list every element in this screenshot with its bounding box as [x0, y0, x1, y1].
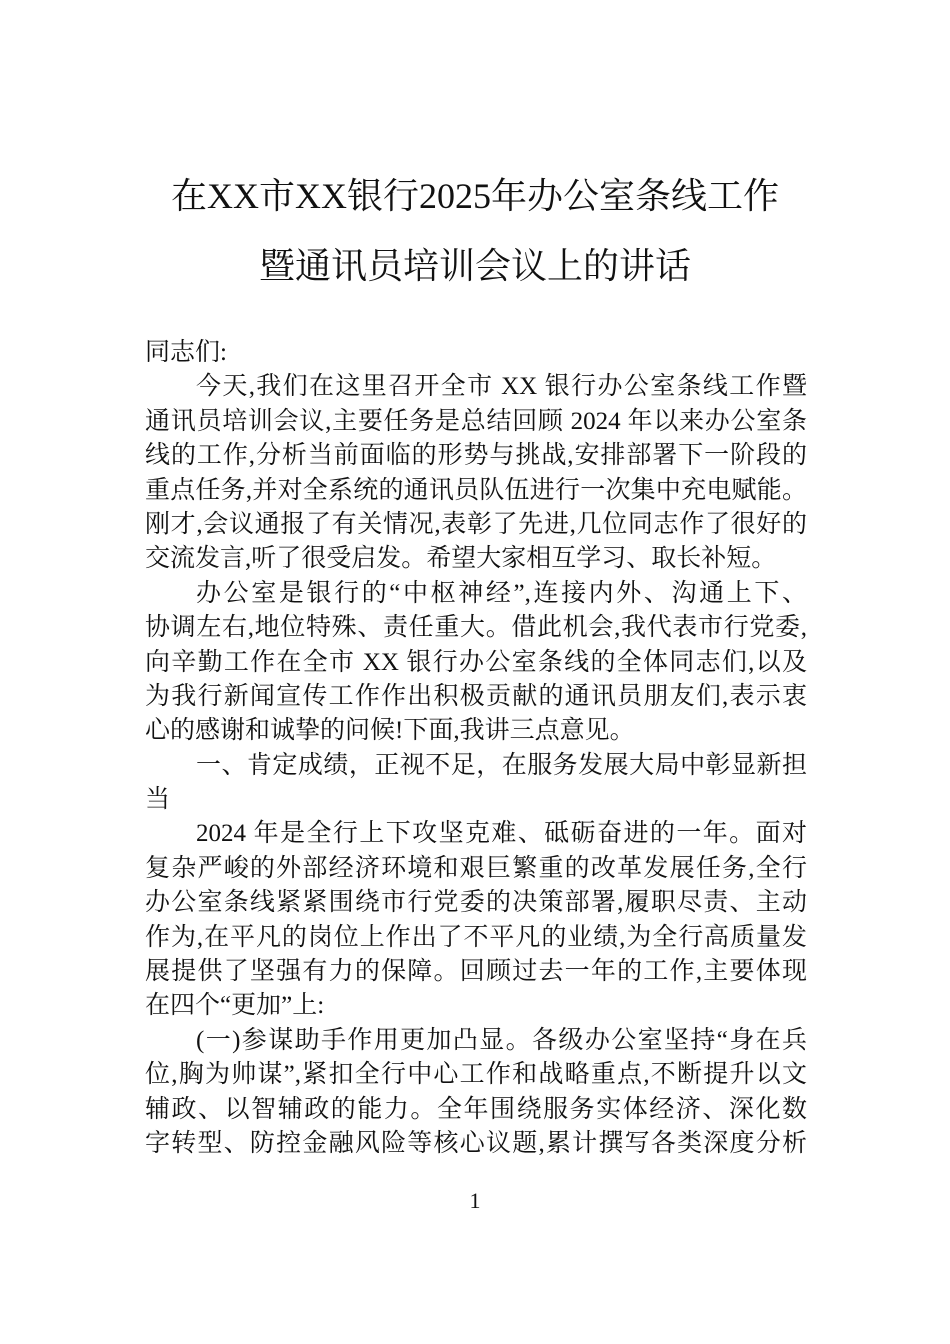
text-line: 办公室是银行的“中枢神经”,连接内外、沟通上下、	[196, 579, 807, 607]
text-line: 今天,我们在这里召开全市 XX 银行办公室条线工作暨	[196, 373, 807, 401]
paragraph-subpoint-1	[145, 1024, 807, 1162]
text-line: 复杂严峻的外部经济环境和艰巨繁重的改革发展任务,全行	[145, 854, 807, 882]
text-line: 办公室条线紧紧围绕市行党委的决策部署,履职尽责、主动	[145, 889, 807, 917]
text-line: 作为,在平凡的岗位上作出了不平凡的业绩,为全行高质量发	[145, 923, 807, 951]
text-line: 字转型、防控金融风险等核心议题,累计撰写各类深度分析	[145, 1129, 807, 1157]
salutation: 同志们:	[145, 339, 227, 366]
paragraph-office-role	[145, 577, 807, 749]
text-line: 心的感谢和诚挚的问候!下面,我讲三点意见。	[145, 717, 635, 745]
text-line: (一)参谋助手作用更加凸显。各级办公室坚持“身在兵	[196, 1026, 807, 1054]
section-heading-1	[145, 749, 807, 818]
text-line: 线的工作,分析当前面临的形势与挑战,安排部署下一阶段的	[145, 442, 807, 470]
text-line: 当	[145, 786, 171, 814]
text-line: 刚才,会议通报了有关情况,表彰了先进,几位同志作了很好的	[145, 510, 807, 538]
text-line: 展提供了坚强有力的保障。回顾过去一年的工作,主要体现	[145, 958, 807, 986]
page-number: 1	[469, 1188, 481, 1213]
text-line: 交流发言,听了很受启发。希望大家相互学习、取长补短。	[145, 545, 777, 573]
paragraph-review-2024	[145, 817, 807, 1023]
text-line: 通讯员培训会议,主要任务是总结回顾 2024 年以来办公室条	[145, 407, 807, 435]
text-line: 重点任务,并对全系统的通讯员队伍进行一次集中充电赋能。	[145, 476, 807, 504]
document-title-line-1: 在XX市XX银行2025年办公室条线工作	[171, 176, 779, 216]
text-line: 2024 年是全行上下攻坚克难、砥砺奋进的一年。面对	[196, 820, 807, 848]
text-line: 为我行新闻宣传工作作出积极贡献的通讯员朋友们,表示衷	[145, 682, 807, 710]
text-line: 向辛勤工作在全市 XX 银行办公室条线的全体同志们,以及	[145, 648, 807, 676]
document-title-line-2: 暨通讯员培训会议上的讲话	[258, 246, 691, 286]
text-line: 辅政、以智辅政的能力。全年围绕服务实体经济、深化数	[145, 1095, 807, 1123]
paragraph-opening	[145, 370, 807, 576]
text-line: 协调左右,地位特殊、责任重大。借此机会,我代表市行党委,	[145, 614, 807, 642]
text-line: 位,胸为帅谋”,紧扣全行中心工作和战略重点,不断提升以文	[145, 1061, 807, 1089]
text-line: 在四个“更加”上:	[145, 992, 325, 1020]
document-body	[145, 336, 807, 1161]
text-line: 一、肯定成绩，正视不足，在服务发展大局中彰显新担	[196, 751, 807, 779]
